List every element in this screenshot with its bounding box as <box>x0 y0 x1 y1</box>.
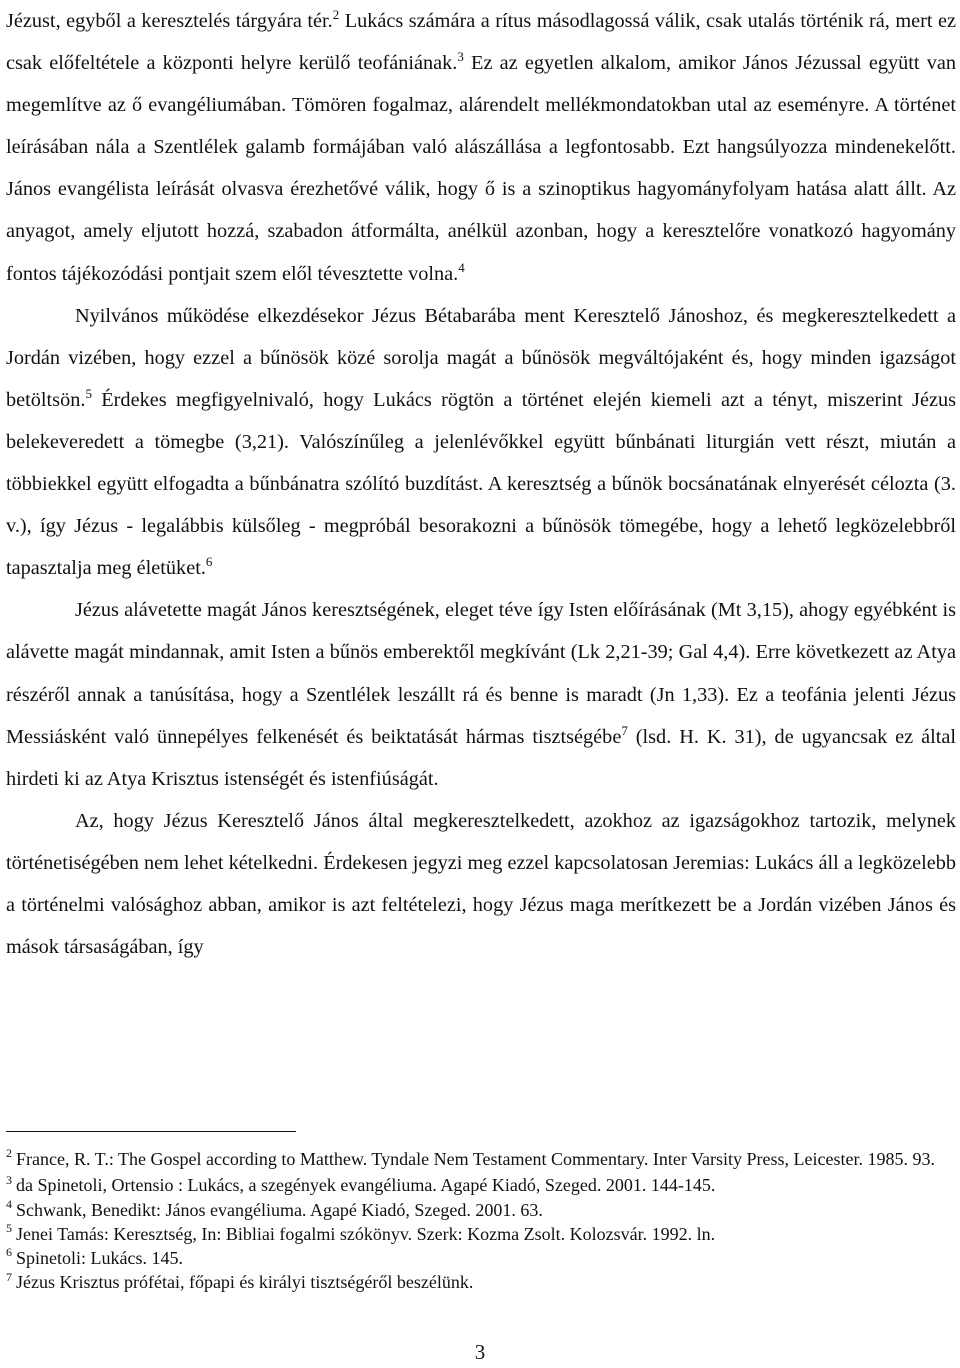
footnote-ref-6: 6 <box>205 554 213 570</box>
footnote-number: 5 <box>6 1221 12 1236</box>
footnote-text: Jézus Krisztus prófétai, főpapi és királyi tisztségéről beszélünk. <box>16 1272 474 1293</box>
footnote-number: 3 <box>6 1172 12 1187</box>
footnote-number: 2 <box>6 1146 12 1161</box>
footnote-3 <box>6 1173 956 1197</box>
footnote-text: Schwank, Benedikt: János evangéliuma. Agapé Kiadó, Szeged. 2001. 63. <box>16 1199 543 1220</box>
footnote-text: France, R. T.: The Gospel according to Matthew. Tyndale Nem Testament Commentary. Inter Varsity Press, Leicester. 1985. 93. <box>16 1149 935 1169</box>
footnote-4 <box>6 1198 956 1222</box>
footnote-ref-3: 3 <box>457 49 464 65</box>
footnote-text: Spinetoli: Lukács. 145. <box>16 1248 183 1269</box>
footnote-ref-4: 4 <box>458 259 465 275</box>
paragraph-3-text-b: (lsd. H. K. 31), de ugyancsak ez által hirdeti ki az Atya Krisztus istenségét és istenfiúságát. <box>6 725 957 790</box>
page-number: 3 <box>474 1340 486 1364</box>
paragraph-1-text-a: Jézust, egyből a keresztelés tárgyára tér. <box>6 10 333 32</box>
paragraph-1-text-c: Ez az egyetlen alkalom, amikor János Jézussal együtt van megemlítve az ő evangéliumában. Tömören fogalmaz, alárendelt mellékmondatokban utal az eseményre. A történet leírásában nála a Szentlélek galamb formájában való alászállása a legfontosabb. Ezt hangsúlyozza mindenekelőtt. János evangélista leírását olvasva érezhetővé válik, hogy ő is a szinoptikus hagyományfolyam hatása alatt állt. Az anyagot, amely eljutott hozzá, szabadon átformálta, anélkül azonban, hogy a keresztelőre vonatkozó hagyomány fontos tájékozódási pontjait szem elől tévesztette volna. <box>6 52 956 285</box>
footnote-5 <box>6 1222 956 1246</box>
footnote-separator <box>6 1131 296 1132</box>
paragraph-3 <box>6 589 956 799</box>
footnote-text: da Spinetoli, Ortensio : Lukács, a szegények evangéliuma. Agapé Kiadó, Szeged. 2001. 144-145. <box>16 1175 716 1196</box>
paragraph-2 <box>6 295 956 590</box>
footnote-number: 4 <box>6 1196 12 1211</box>
footnote-ref-7: 7 <box>621 722 628 738</box>
footnote-number: 6 <box>6 1245 12 1260</box>
paragraph-3-text-a: Jézus alávetette magát János keresztségének, eleget téve így Isten előírásának (Mt 3,15), ahogy egyébként is alávette magát mindannak, amit Isten a bűnös emberektől megkívánt (Lk 2,21-39; Gal 4,4). Erre következett az Atya részéről annak a tanúsítása, hogy a Szentlélek leszállt rá és benne is maradt (Jn 1,33). Ez a teofánia jelenti Jézus Messiásként való ünnepélyes felkenését és beiktatását hármas tisztségébe <box>6 599 956 748</box>
body-text <box>6 0 956 968</box>
paragraph-4 <box>6 800 956 968</box>
paragraph-1-text-b: Lukács számára a rítus másodlagossá válik, csak utalás történik rá, mert ez csak előfeltétele a központi helyre kerülő teofániának. <box>6 10 956 75</box>
footnotes-list <box>6 1147 956 1295</box>
footnote-2 <box>6 1147 956 1171</box>
paragraph-4-text: Az, hogy Jézus Keresztelő János által megkeresztelkedett, azokhoz az igazságokhoz tartozik, melynek történetiségében nem lehet kételkedni. Érdekesen jegyzi meg ezzel kapcsolatosan Jeremias: Lukács áll a legközelebb a történelmi valósághoz abban, amikor is azt feltételezi, hogy Jézus maga merítkezett be a Jordán vizében János és mások társaságában, így <box>6 809 956 959</box>
paragraph-2-text-b: Érdekes megfigyelnivaló, hogy Lukács rögtön a történet elején kiemeli azt a tényt, miszerint Jézus belekeveredett a tömegbe (3,21). Valószínűleg a jelenlévőkkel együtt bűnbánati liturgián vett részt, miután a többiekkel együtt elfogadta a bűnbánatra szólító buzdítást. A keresztség a bűnök bocsánatának elnyerését célozta (3. v.), így Jézus - legalábbis külsőleg - megpróbál besorakozni a bűnösök tömegébe, hogy a lehető legközelebbről tapasztalja meg életüket. <box>6 388 956 580</box>
footnote-6 <box>6 1246 956 1270</box>
paragraph-2-text-a: Nyilvános működése elkezdésekor Jézus Bétabarába ment Keresztelő Jánoshoz, és megkeresztelkedett a Jordán vizében, hogy ezzel a bűnösök közé sorolja magát a bűnösök megváltójaként és, hogy minden igazságot betöltsön. <box>6 304 956 411</box>
paragraph-1 <box>6 0 956 295</box>
footnote-7 <box>6 1270 956 1294</box>
footnote-text: Jenei Tamás: Keresztség, In: Bibliai fogalmi szókönyv. Szerk: Kozma Zsolt. Kolozsvár. 1992. ln. <box>16 1223 716 1244</box>
footnote-ref-2: 2 <box>332 7 340 23</box>
footnote-number: 7 <box>6 1269 12 1284</box>
footnote-ref-5: 5 <box>85 386 92 402</box>
